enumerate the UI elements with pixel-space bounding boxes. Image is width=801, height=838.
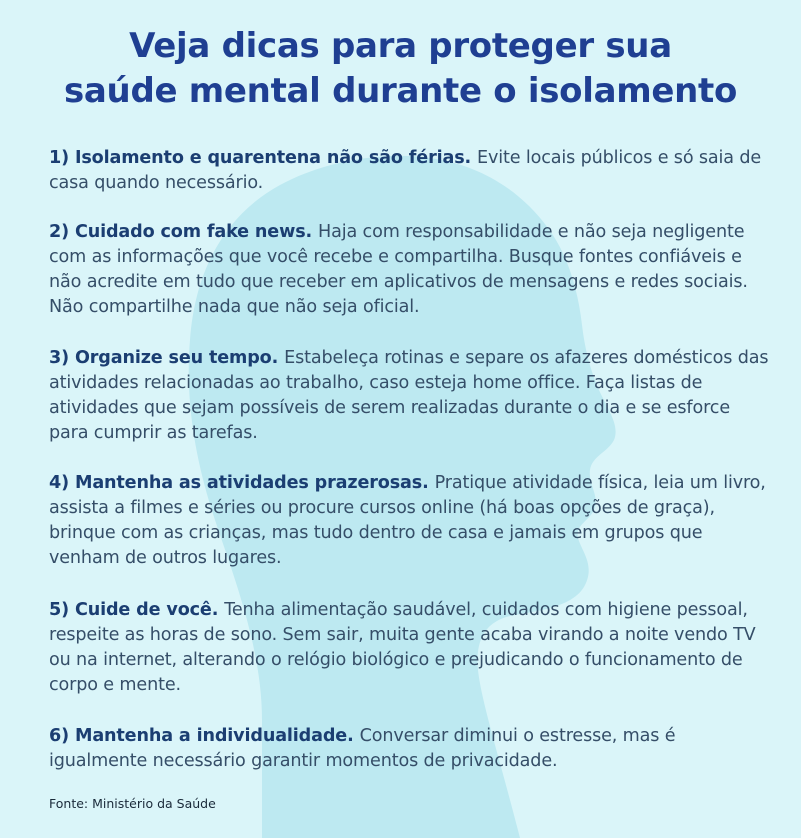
source-credit: Fonte: Ministério da Saúde [49, 796, 216, 811]
tip-item-5 [49, 598, 769, 698]
tip-4-text: Pratique atividade física, leia um livro, assista a filmes e séries ou procure cursos online (há boas opções de graça), brinque com as crianças, mas tudo dentro de casa e jamais em grupos que venham de outros lugares. [49, 473, 766, 568]
tip-item-6 [49, 724, 769, 774]
tip-1-heading: 1) Isolamento e quarentena não são férias. [49, 148, 478, 168]
tip-3-heading: 3) Organize seu tempo. [49, 348, 285, 368]
tip-6-heading: 6) Mantenha a individualidade. [49, 726, 360, 746]
tip-4-heading: 4) Mantenha as atividades prazerosas. [49, 473, 435, 493]
tip-item-3 [49, 346, 769, 446]
page-title [0, 24, 801, 114]
title-line-2: saúde mental durante o isolamento [63, 71, 738, 111]
tip-2-heading: 2) Cuidado com fake news. [49, 222, 319, 242]
tip-5-text: Tenha alimentação saudável, cuidados com higiene pessoal, respeite as horas de sono. Sem sair, muita gente acaba virando a noite vendo TV ou na internet, alterando o relógio biológico e prejudicando o funcionamento de corpo e mente. [49, 600, 756, 695]
tip-1-text: Evite locais públicos e só saia de casa quando necessário. [49, 148, 762, 193]
tip-2-text: Haja com responsabilidade e não seja negligente com as informações que você recebe e compartilha. Busque fontes confiáveis e não acredite em tudo que receber em aplicativos de mensagens e redes sociais. Não compartilhe nada que não seja oficial. [49, 222, 748, 317]
tip-item-1 [49, 146, 769, 196]
tip-3-text: Estabeleça rotinas e separe os afazeres domésticos das atividades relacionadas ao trabalho, caso esteja home office. Faça listas de atividades que sejam possíveis de serem realizadas durante o dia e se esforce para cumprir as tarefas. [49, 348, 769, 443]
tip-item-4 [49, 471, 769, 571]
title-line-1: Veja dicas para proteger sua [129, 26, 672, 66]
tip-6-text: Conversar diminui o estresse, mas é igualmente necessário garantir momentos de privacidade. [49, 726, 676, 771]
tip-item-2 [49, 220, 769, 320]
tip-5-heading: 5) Cuide de você. [49, 600, 225, 620]
